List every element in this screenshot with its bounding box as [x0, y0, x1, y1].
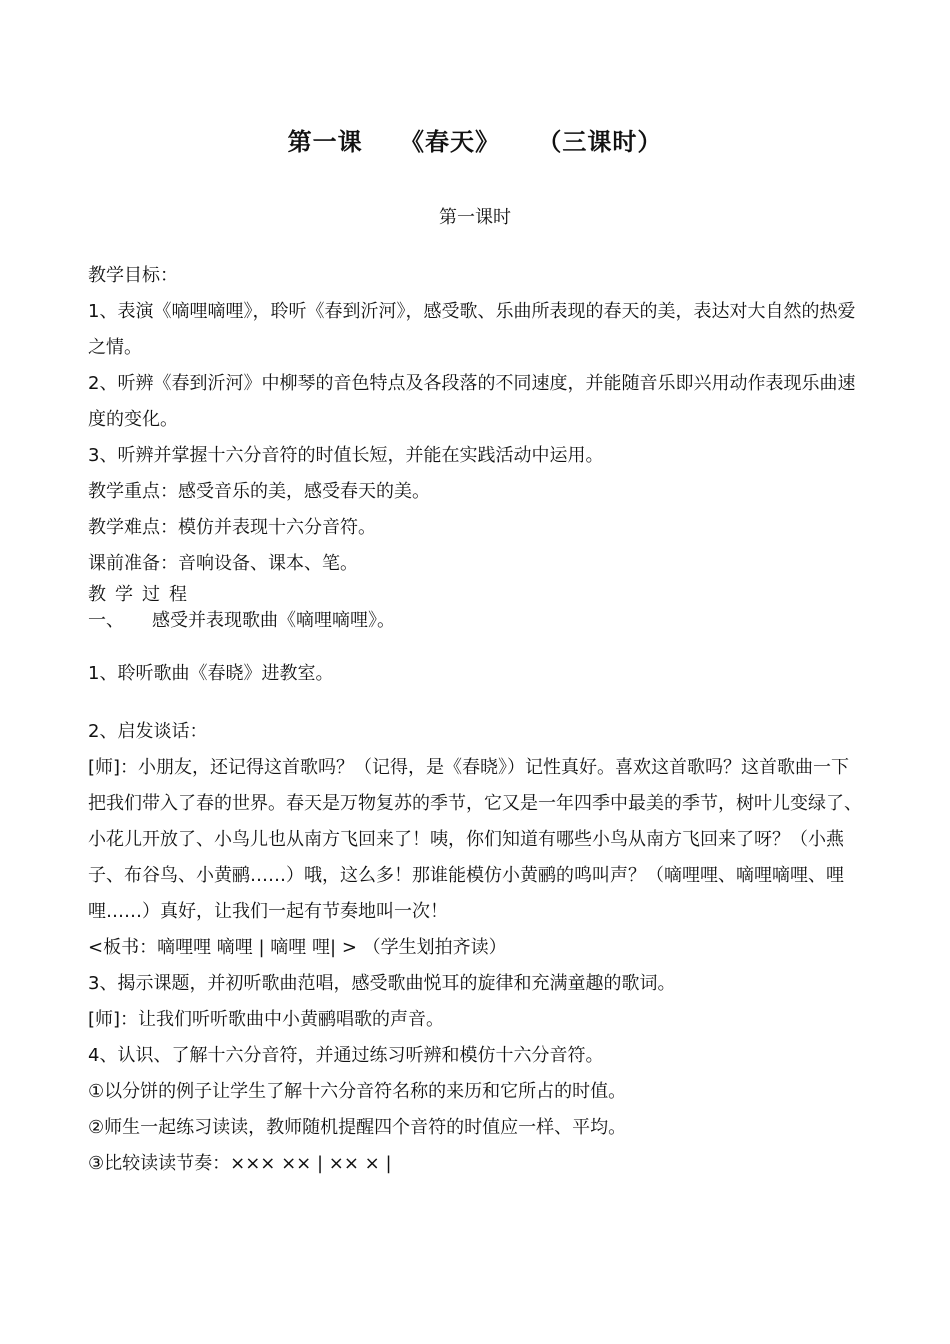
- objective-item: 1、表演《嘀哩嘀哩》，聆听《春到沂河》，感受歌、乐曲所表现的春天的美，表达对大自然的热爱之情。: [88, 301, 856, 358]
- objective-item: 2、听辨《春到沂河》中柳琴的音色特点及各段落的不同速度，并能随音乐即兴用动作表现乐曲速度的变化。: [88, 373, 856, 430]
- document-body: [88, 258, 863, 1182]
- page-title: 第一课 《春天》 （三课时）: [287, 128, 663, 156]
- process-heading: 教学过程: [88, 584, 196, 605]
- step-4: 4、认识、了解十六分音符，并通过练习听辨和模仿十六分音符。: [88, 1045, 604, 1066]
- difficulty: 教学难点：模仿并表现十六分音符。: [88, 517, 376, 538]
- sub-item: ②师生一起练习读读，教师随机提醒四个音符的时值应一样、平均。: [88, 1117, 627, 1138]
- dialogue-paragraph: [师]：小朋友，还记得这首歌吗？（记得，是《春晓》）记性真好。喜欢这首歌吗？这首歌曲一下把我们带入了春的世界。春天是万物复苏的季节，它又是一年四季中最美的季节，树叶儿变绿了、小花儿开放了、小鸟儿也从南方飞回来了！咦，你们知道有哪些小鸟从南方飞回来了呀？（小燕子、布谷鸟、小黄鹂……）哦，这么多！那谁能模仿小黄鹂的鸣叫声？（嘀哩哩、嘀哩嘀哩、哩哩……）真好，让我们一起有节奏地叫一次！: [88, 757, 862, 922]
- step-1: 1、聆听歌曲《春晓》进教室。: [88, 663, 334, 684]
- step-2-heading: 2、启发谈话：: [88, 721, 208, 742]
- board-notation: <板书：嘀哩哩 嘀哩 | 嘀哩 哩| > （学生划拍齐读）: [88, 937, 507, 958]
- lesson-subtitle: 第一课时: [439, 207, 511, 228]
- section-one: [88, 608, 863, 634]
- section-one-text: 感受并表现歌曲《嘀哩嘀哩》。: [152, 610, 395, 631]
- preparation: 课前准备：音响设备、课本、笔。: [88, 553, 358, 574]
- objectives-heading: 教学目标：: [88, 265, 178, 286]
- sub-item: ③比较读读节奏：××× ×× | ×× × |: [88, 1153, 392, 1174]
- key-point: 教学重点：感受音乐的美，感受春天的美。: [88, 481, 430, 502]
- section-one-number: 一、: [88, 610, 124, 631]
- objective-item: 3、听辨并掌握十六分音符的时值长短，并能在实践活动中运用。: [88, 445, 604, 466]
- teacher-line: [师]：让我们听听歌曲中小黄鹂唱歌的声音。: [88, 1009, 445, 1030]
- sub-item: ①以分饼的例子让学生了解十六分音符名称的来历和它所占的时值。: [88, 1081, 627, 1102]
- step-3: 3、揭示课题，并初听歌曲范唱，感受歌曲悦耳的旋律和充满童趣的歌词。: [88, 973, 676, 994]
